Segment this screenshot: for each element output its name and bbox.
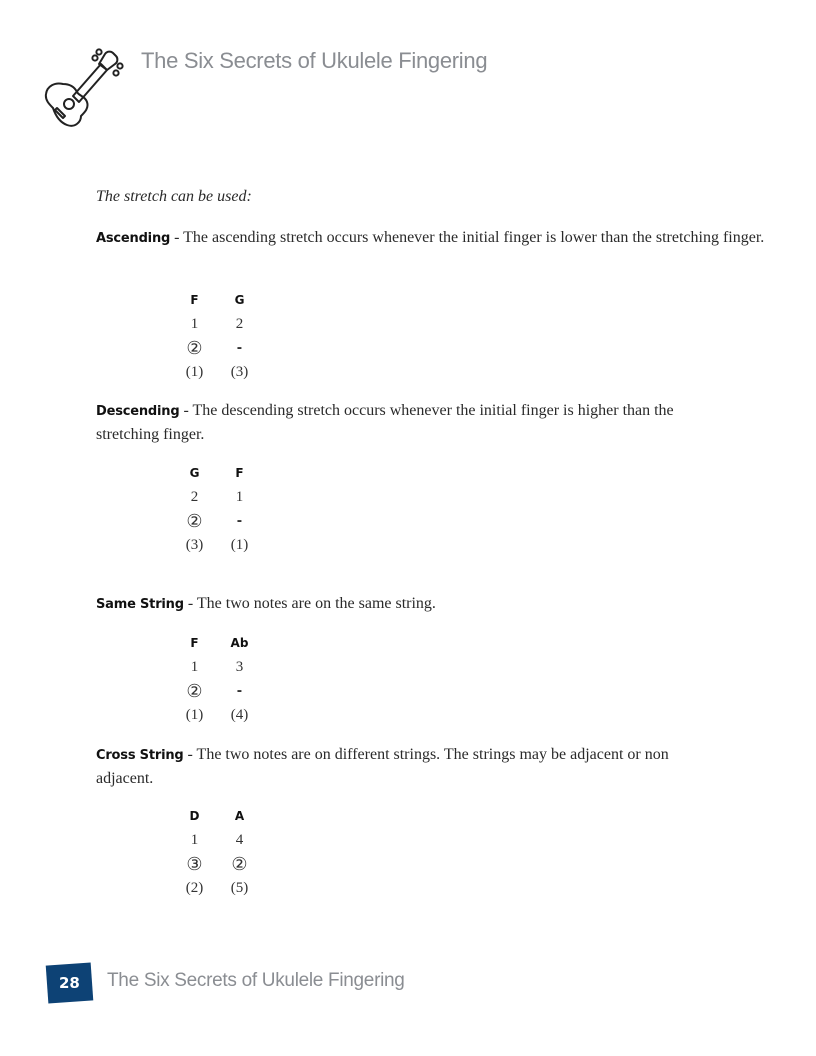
fingering-table	[172, 288, 262, 384]
section-description: - The two notes are on the same string.	[183, 595, 436, 612]
finger-number: 2	[190, 488, 199, 505]
note-row	[172, 288, 262, 312]
section-description: - The two notes are on different strings. The strings may be adjacent or non adjacent.	[96, 746, 669, 787]
note-name: F	[190, 293, 199, 307]
string-row	[172, 509, 262, 533]
fret-row	[172, 876, 262, 900]
header-title: The Six Secrets of Ukulele Fingering	[141, 48, 488, 73]
finger-number: 1	[190, 658, 199, 675]
finger-row	[172, 485, 262, 509]
finger-number: 2	[235, 315, 244, 332]
section-descending	[96, 399, 716, 446]
fret-number: (1)	[230, 536, 249, 553]
note-name: G	[189, 466, 200, 480]
string-row	[172, 852, 262, 876]
fret-number: (3)	[230, 363, 249, 380]
finger-number: 3	[235, 658, 244, 675]
note-name: Ab	[230, 636, 249, 650]
note-row	[172, 631, 262, 655]
section-description: - The descending stretch occurs whenever the initial finger is higher than the stretching finger.	[96, 402, 674, 443]
section-term: Cross String	[96, 748, 184, 763]
section-same-string	[96, 592, 716, 616]
string-row	[172, 679, 262, 703]
section-description: - The ascending stretch occurs whenever the initial finger is lower than the stretching finger.	[170, 229, 765, 246]
fingering-table	[172, 461, 262, 557]
finger-row	[172, 312, 262, 336]
section-term: Ascending	[96, 231, 171, 246]
string-number: ②	[186, 680, 203, 701]
ukulele-icon	[43, 44, 125, 128]
fingering-table	[172, 631, 262, 727]
string-row	[172, 336, 262, 360]
fret-number: (1)	[185, 706, 204, 723]
note-name: F	[190, 636, 199, 650]
fret-number: (2)	[185, 879, 204, 896]
section-cross-string	[96, 743, 716, 790]
note-name: G	[234, 293, 245, 307]
finger-row	[172, 828, 262, 852]
string-number: -	[236, 683, 243, 699]
note-name: F	[235, 466, 244, 480]
fingering-table	[172, 804, 262, 900]
fret-number: (1)	[185, 363, 204, 380]
note-row	[172, 461, 262, 485]
fret-row	[172, 360, 262, 384]
page-number: 28	[59, 974, 80, 992]
section-term: Same String	[96, 597, 184, 612]
intro-text: The stretch can be used:	[96, 188, 252, 205]
string-number: ③	[186, 853, 203, 874]
footer-title: The Six Secrets of Ukulele Fingering	[107, 970, 405, 991]
string-number: ②	[231, 853, 248, 874]
section-term: Descending	[96, 404, 180, 419]
string-number: ②	[186, 337, 203, 358]
string-number: -	[236, 340, 243, 356]
fret-number: (5)	[230, 879, 249, 896]
string-number: ②	[186, 510, 203, 531]
page-number-badge	[46, 962, 94, 1003]
note-name: A	[234, 809, 245, 823]
note-row	[172, 804, 262, 828]
fret-row	[172, 703, 262, 727]
note-name: D	[189, 809, 200, 823]
finger-number: 1	[190, 831, 199, 848]
fret-row	[172, 533, 262, 557]
section-ascending	[96, 226, 812, 250]
string-number: -	[236, 513, 243, 529]
finger-number: 1	[190, 315, 199, 332]
fret-number: (4)	[230, 706, 249, 723]
finger-row	[172, 655, 262, 679]
finger-number: 4	[235, 831, 244, 848]
finger-number: 1	[235, 488, 244, 505]
fret-number: (3)	[185, 536, 204, 553]
